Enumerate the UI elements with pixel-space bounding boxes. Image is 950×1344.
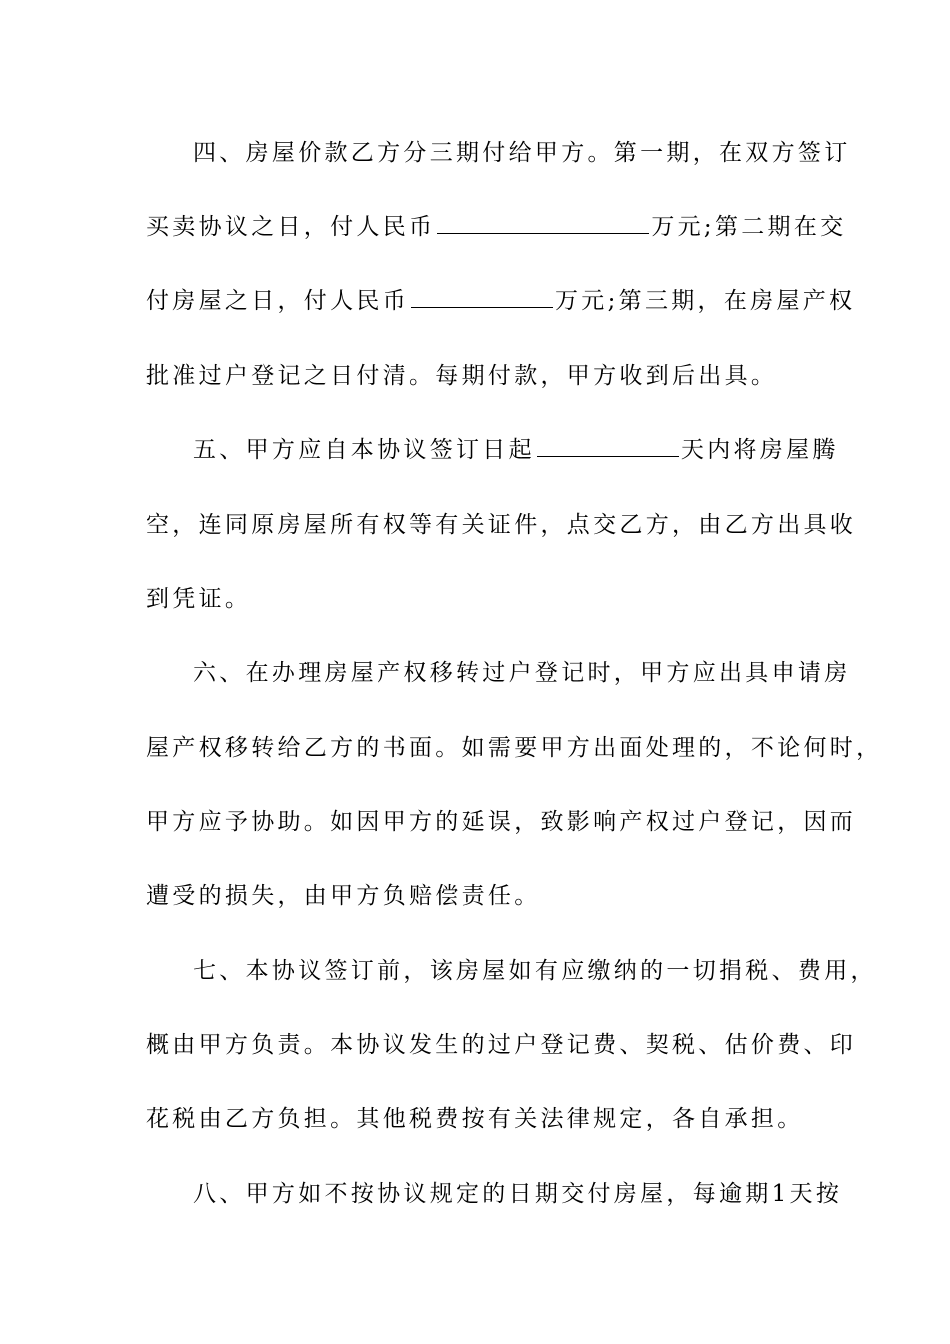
fill-in-blank-amount-2 bbox=[411, 281, 553, 308]
paragraph-5-line-1 bbox=[193, 430, 873, 470]
paragraph-7-line-3: 花税由乙方负担。其他税费按有关法律规定，各自承担。 bbox=[146, 1106, 804, 1132]
paragraph-6-line-4: 遭受的损失，由甲方负赔偿责任。 bbox=[146, 883, 541, 909]
paragraph-7-line-1: 七、本协议签订前，该房屋如有应缴纳的一切捐税、费用， bbox=[193, 958, 877, 984]
paragraph-4-line-3 bbox=[146, 281, 856, 321]
paragraph-5-line-3: 到凭证。 bbox=[146, 586, 252, 612]
paragraph-4-line-4: 批准过户登记之日付清。每期付款，甲方收到后出具。 bbox=[146, 363, 778, 389]
paragraph-4-line-2 bbox=[146, 207, 847, 247]
paragraph-6-line-1: 六、在办理房屋产权移转过户登记时，甲方应出具申请房 bbox=[193, 660, 851, 686]
paragraph-7-line-2: 概由甲方负责。本协议发生的过户登记费、契税、估价费、印 bbox=[146, 1032, 857, 1058]
line-text-after-blank: 天内将房屋腾 bbox=[680, 437, 839, 463]
line-text-before-blank: 买卖协议之日，付人民币 bbox=[146, 214, 436, 240]
line-text-before-blank: 五、甲方应自本协议签订日起 bbox=[193, 437, 535, 463]
paragraph-8-line-1: 八、甲方如不按协议规定的日期交付房屋，每逾期1天按 bbox=[193, 1181, 843, 1207]
paragraph-5-line-2: 空，连同原房屋所有权等有关证件，点交乙方，由乙方出具收 bbox=[146, 512, 857, 538]
paragraph-6-line-2: 屋产权移转给乙方的书面。如需要甲方出面处理的，不论何时， bbox=[146, 735, 883, 761]
line-text-after-blank: 万元;第二期在交 bbox=[651, 214, 847, 240]
fill-in-blank-days bbox=[537, 430, 679, 457]
paragraph-4-line-1: 四、房屋价款乙方分三期付给甲方。第一期，在双方签订 bbox=[193, 140, 851, 166]
paragraph-6-line-3: 甲方应予协助。如因甲方的延误，致影响产权过户登记，因而 bbox=[146, 809, 857, 835]
fill-in-blank-amount-1 bbox=[437, 207, 649, 234]
line-text-before-blank: 付房屋之日，付人民币 bbox=[146, 288, 409, 314]
line-text-after-blank: 万元;第三期，在房屋产权 bbox=[555, 288, 856, 314]
